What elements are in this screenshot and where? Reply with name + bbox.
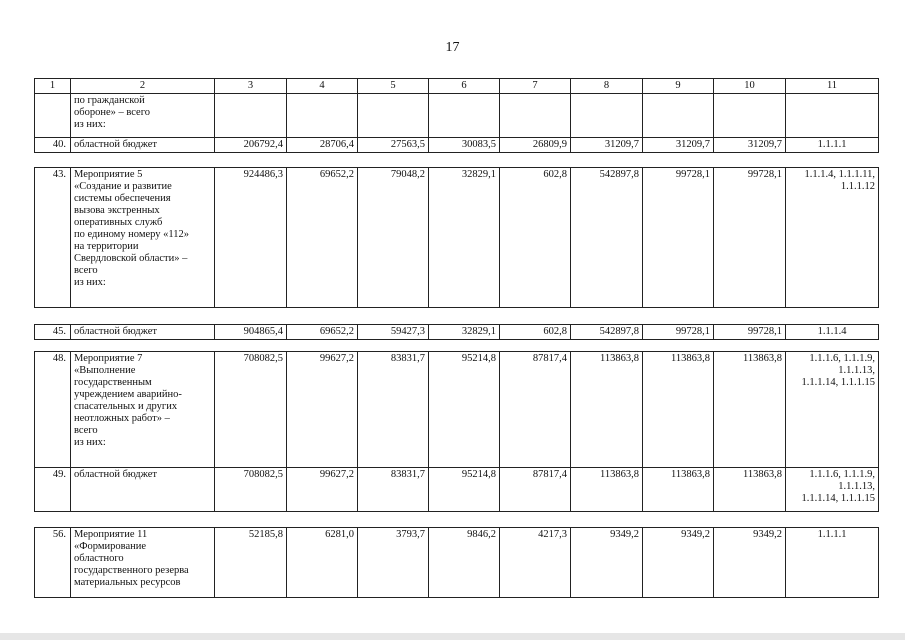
value-cell: 32829,1 (429, 168, 500, 308)
value-cell: 31209,7 (714, 138, 786, 153)
value-cell: 99627,2 (287, 468, 358, 512)
table-row-45 (35, 325, 879, 340)
value-cell: 26809,9 (500, 138, 571, 153)
value-cell: 99728,1 (714, 168, 786, 308)
value-cell: 59427,3 (358, 325, 429, 340)
target-cell: 1.1.1.4, 1.1.1.11, 1.1.1.12 (786, 168, 879, 308)
row-name-cell: Мероприятие 5 «Создание и развитие системы обеспечения вызова экстренных оперативных служб по единому номеру «112» на территории Свердловской области» – всего из них: (71, 168, 215, 308)
target-cell: 1.1.1.4 (786, 325, 879, 340)
value-cell: 30083,5 (429, 138, 500, 153)
value-cell: 4217,3 (500, 528, 571, 598)
row-index-cell: 43. (35, 168, 71, 308)
value-cell: 113863,8 (643, 352, 714, 468)
value-cell: 28706,4 (287, 138, 358, 153)
column-number-header-row (35, 79, 879, 94)
target-cell: 1.1.1.6, 1.1.1.9, 1.1.1.13, 1.1.1.14, 1.1.1.15 (786, 352, 879, 468)
value-cell (714, 94, 786, 138)
table-row-48 (35, 352, 879, 468)
header-cell-3: 3 (215, 79, 287, 94)
value-cell: 31209,7 (571, 138, 643, 153)
value-cell (500, 94, 571, 138)
target-cell (786, 94, 879, 138)
value-cell: 99728,1 (643, 325, 714, 340)
value-cell: 113863,8 (571, 352, 643, 468)
value-cell (287, 94, 358, 138)
target-cell: 1.1.1.6, 1.1.1.9, 1.1.1.13, 1.1.1.14, 1.1.1.15 (786, 468, 879, 512)
header-cell-2: 2 (71, 79, 215, 94)
value-cell: 69652,2 (287, 168, 358, 308)
value-cell: 83831,7 (358, 468, 429, 512)
header-cell-5: 5 (358, 79, 429, 94)
table-row-continuation (35, 94, 879, 138)
row-index-cell: 40. (35, 138, 71, 153)
value-cell: 99627,2 (287, 352, 358, 468)
row-name-cell: по гражданской обороне» – всего из них: (71, 94, 215, 138)
table-row-56 (35, 528, 879, 598)
value-cell: 31209,7 (643, 138, 714, 153)
value-cell: 904865,4 (215, 325, 287, 340)
value-cell: 95214,8 (429, 352, 500, 468)
budget-table-block-56 (34, 527, 879, 598)
value-cell: 542897,8 (571, 168, 643, 308)
value-cell: 924486,3 (215, 168, 287, 308)
value-cell: 602,8 (500, 325, 571, 340)
value-cell: 9349,2 (571, 528, 643, 598)
row-index-cell: 56. (35, 528, 71, 598)
value-cell: 3793,7 (358, 528, 429, 598)
budget-table-block-45 (34, 324, 879, 340)
value-cell: 6281,0 (287, 528, 358, 598)
header-cell-8: 8 (571, 79, 643, 94)
row-index-cell: 45. (35, 325, 71, 340)
value-cell (358, 94, 429, 138)
row-name-cell: областной бюджет (71, 468, 215, 512)
value-cell: 95214,8 (429, 468, 500, 512)
budget-table-block-top (34, 78, 879, 153)
row-name-cell: Мероприятие 11 «Формирование областного государственного резерва материальных ресурсов (71, 528, 215, 598)
value-cell: 113863,8 (643, 468, 714, 512)
value-cell (429, 94, 500, 138)
value-cell: 79048,2 (358, 168, 429, 308)
value-cell (643, 94, 714, 138)
row-index-cell: 49. (35, 468, 71, 512)
value-cell: 87817,4 (500, 468, 571, 512)
value-cell: 32829,1 (429, 325, 500, 340)
target-cell: 1.1.1.1 (786, 138, 879, 153)
value-cell: 69652,2 (287, 325, 358, 340)
value-cell: 708082,5 (215, 352, 287, 468)
table-row-40 (35, 138, 879, 153)
scan-bottom-edge (0, 633, 905, 640)
value-cell: 113863,8 (714, 468, 786, 512)
value-cell: 602,8 (500, 168, 571, 308)
budget-table-block-43 (34, 167, 879, 308)
value-cell: 87817,4 (500, 352, 571, 468)
value-cell (571, 94, 643, 138)
header-cell-1: 1 (35, 79, 71, 94)
value-cell: 99728,1 (643, 168, 714, 308)
value-cell (215, 94, 287, 138)
value-cell: 542897,8 (571, 325, 643, 340)
row-index-cell: 48. (35, 352, 71, 468)
header-cell-6: 6 (429, 79, 500, 94)
header-cell-10: 10 (714, 79, 786, 94)
page-number: 17 (445, 40, 460, 55)
row-name-cell: Мероприятие 7 «Выполнение государственным учреждением аварийно- спасательных и других неотложных работ» – всего из них: (71, 352, 215, 468)
row-name-cell: областной бюджет (71, 325, 215, 340)
value-cell: 708082,5 (215, 468, 287, 512)
table-row-49 (35, 468, 879, 512)
value-cell: 27563,5 (358, 138, 429, 153)
value-cell: 99728,1 (714, 325, 786, 340)
target-cell: 1.1.1.1 (786, 528, 879, 598)
budget-table-block-48-49 (34, 351, 879, 512)
value-cell: 9349,2 (643, 528, 714, 598)
value-cell: 206792,4 (215, 138, 287, 153)
table-row-43 (35, 168, 879, 308)
header-cell-11: 11 (786, 79, 879, 94)
row-index-cell (35, 94, 71, 138)
value-cell: 113863,8 (714, 352, 786, 468)
value-cell: 113863,8 (571, 468, 643, 512)
value-cell: 9846,2 (429, 528, 500, 598)
value-cell: 9349,2 (714, 528, 786, 598)
header-cell-4: 4 (287, 79, 358, 94)
value-cell: 83831,7 (358, 352, 429, 468)
header-cell-9: 9 (643, 79, 714, 94)
header-cell-7: 7 (500, 79, 571, 94)
row-name-cell: областной бюджет (71, 138, 215, 153)
value-cell: 52185,8 (215, 528, 287, 598)
